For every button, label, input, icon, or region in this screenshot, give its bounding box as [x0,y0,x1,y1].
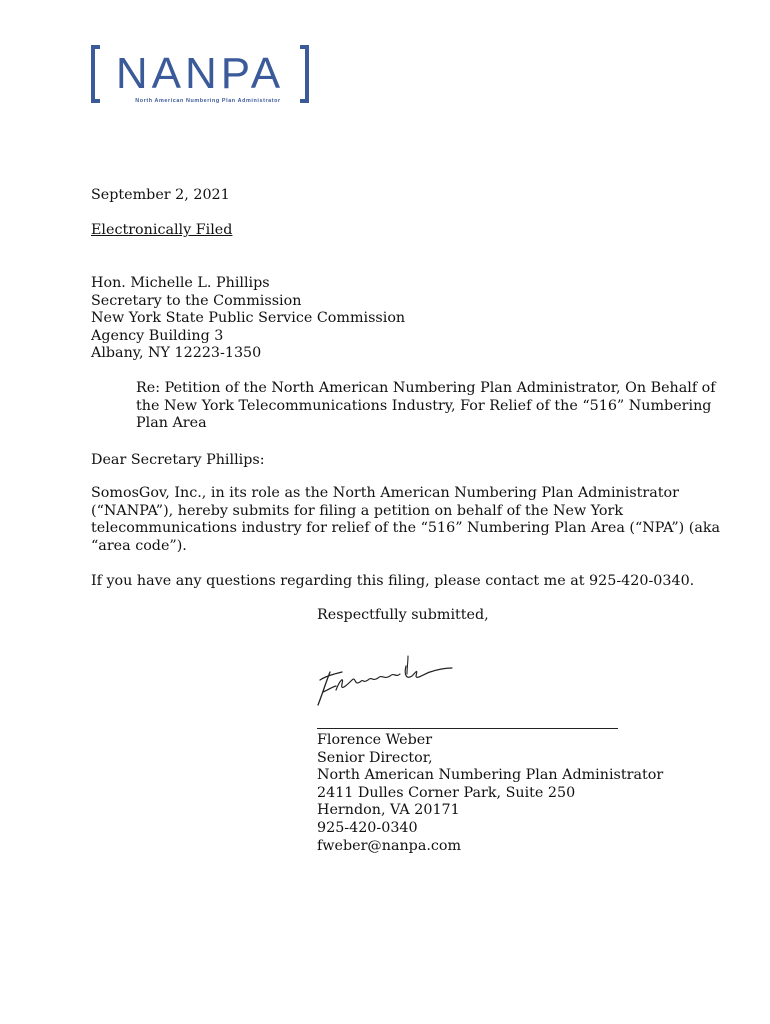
re-text: the New York Telecommunications Industry, For Relief of the “516” Numbering [136,397,712,414]
handwritten-signature [312,650,457,710]
signature-line [317,728,618,729]
body-paragraph [91,485,720,555]
signer-line: North American Numbering Plan Administrator [317,767,664,784]
nanpa-logo-graphic [90,44,312,106]
filing-note: Electronically Filed [91,222,233,238]
signer-email: fweber@nanpa.com [317,837,462,854]
recipient-line: Albany, NY 12223-1350 [91,345,262,362]
re-text: Re: Petition of the North American Numbering Plan Administrator, On Behalf of [136,380,716,396]
signer-line: 925-420-0340 [317,819,418,836]
recipient-line: New York State Public Service Commission [91,310,406,327]
nanpa-logo [90,44,312,106]
recipient-line: Secretary to the Commission [91,292,302,309]
logo-subtitle: North American Numbering Plan Administrator [135,98,281,104]
body-line: “area code”). [91,537,187,554]
body-line: telecommunications industry for relief of the “516” Numbering Plan Area (“NPA”) (aka [91,520,721,537]
signer-line: Florence Weber [317,732,433,748]
contact-paragraph: If you have any questions regarding this filing, please contact me at 925-420-0340. [91,573,695,589]
body-line: SomosGov, Inc., in its role as the North American Numbering Plan Administrator [91,485,679,501]
recipient-address [91,275,405,363]
closing: Respectfully submitted, [317,607,489,623]
re-line [136,380,716,433]
logo-wordmark: NANPA [115,49,285,98]
recipient-line: Agency Building 3 [91,327,224,344]
body-line: (“NANPA”), hereby submits for filing a petition on behalf of the New York [91,502,624,519]
recipient-line: Hon. Michelle L. Phillips [91,275,270,291]
signer-line: 2411 Dulles Corner Park, Suite 250 [317,784,576,801]
letter-date: September 2, 2021 [91,187,230,203]
signer-line: Senior Director, [317,749,433,766]
re-text: Plan Area [136,415,207,432]
salutation: Dear Secretary Phillips: [91,452,265,468]
signer-block [317,732,663,855]
signer-line: Herndon, VA 20171 [317,802,460,819]
